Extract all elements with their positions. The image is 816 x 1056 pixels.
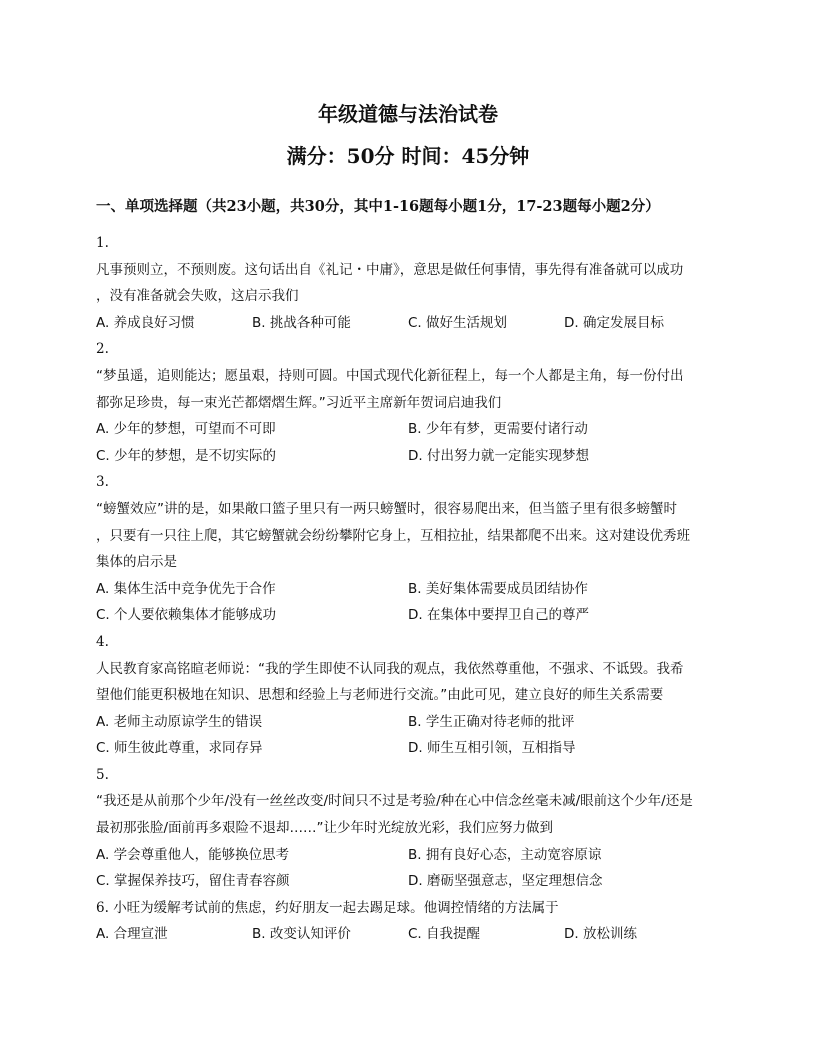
- question-stem-line: 人民教育家高铭暄老师说：“我的学生即使不认同我的观点，我依然尊重他，不强求、不诋毁。我希: [96, 660, 684, 677]
- option-b: B. 少年有梦，更需要付诸行动: [408, 421, 588, 438]
- question-stem-line: 最初那张脸/面前再多艰险不退却……”让少年时光绽放光彩，我们应努力做到: [96, 820, 554, 837]
- question-stem-line: 都弥足珍贵，每一束光芒都熠熠生辉。”习近平主席新年贺词启迪我们: [96, 394, 502, 411]
- option-row: [96, 416, 736, 443]
- option-c: C. 掌握保养技巧，留住青春容颜: [96, 873, 290, 890]
- option-row: [96, 310, 736, 337]
- option-d: D. 确定发展目标: [564, 314, 664, 331]
- section-heading: 一、单项选择题（共23小题，共30分，其中1-16题每小题1分，17-23题每小题2分）: [96, 198, 660, 215]
- option-b: B. 挑战各种可能: [252, 314, 351, 331]
- question-stem-line: ，没有准备就会失败，这启示我们: [96, 288, 299, 305]
- question-number: 1.: [96, 235, 109, 251]
- question-stem-text: 小旺为缓解考试前的焦虑，约好朋友一起去踢足球。他调控情绪的方法属于: [113, 899, 559, 916]
- option-d: D. 师生互相引领，互相指导: [408, 740, 576, 757]
- question-stem-line: 望他们能更积极地在知识、思想和经验上与老师进行交流。”由此可见，建立良好的师生关系需要: [96, 687, 664, 704]
- question-stem-line: 凡事预则立，不预则废。这句话出自《礼记・中庸》，意思是做任何事情，事先得有准备就可以成功: [96, 261, 684, 278]
- option-row: [96, 921, 736, 948]
- option-c: C. 做好生活规划: [408, 314, 508, 331]
- option-a: A. 学会尊重他人，能够换位思考: [96, 846, 290, 863]
- option-row: [96, 735, 736, 762]
- option-row: [96, 868, 736, 895]
- option-d: D. 在集体中要捍卫自己的尊严: [408, 607, 589, 624]
- exam-subtitle: 满分：50分 时间：45分钟: [286, 144, 530, 168]
- option-c: C. 少年的梦想，是不切实际的: [96, 447, 277, 464]
- question-number: 2.: [96, 341, 109, 358]
- question-stem-line: 集体的启示是: [96, 554, 177, 571]
- option-c: C. 个人要依赖集体才能够成功: [96, 607, 277, 624]
- option-d: D. 付出努力就一定能实现梦想: [408, 447, 589, 464]
- option-a: A. 老师主动原谅学生的错误: [96, 713, 263, 730]
- exam-title: 年级道德与法治试卷: [318, 102, 498, 126]
- option-b: B. 美好集体需要成员团结协作: [408, 580, 588, 597]
- question-stem-line: “我还是从前那个少年/没有一丝丝改变/时间只不过是考验/种在心中信念丝毫未减/眼前这个少年/还是: [96, 793, 693, 810]
- question-number: 4.: [96, 633, 109, 650]
- option-b: B. 改变认知评价: [252, 926, 351, 943]
- option-c: C. 自我提醒: [408, 926, 481, 943]
- option-row: [96, 602, 736, 629]
- option-b: B. 拥有良好心态，主动宽容原谅: [408, 846, 602, 863]
- question-number: 5.: [96, 766, 109, 783]
- option-row: [96, 842, 736, 869]
- question-stem-line: “梦虽遥，追则能达；愿虽艰，持则可圆。中国式现代化新征程上，每一个人都是主角，每一份付出: [96, 367, 684, 384]
- option-a: A. 集体生活中竞争优先于合作: [96, 580, 276, 597]
- question-stem-line: ，只要有一只往上爬，其它螃蟹就会纷纷攀附它身上，互相拉扯，结果都爬不出来。这对建设优秀班: [96, 527, 690, 544]
- question-number: 3.: [96, 474, 109, 491]
- option-a: A. 少年的梦想，可望而不可即: [96, 421, 276, 438]
- option-row: [96, 443, 736, 470]
- option-d: D. 放松训练: [564, 926, 637, 943]
- option-row: [96, 709, 736, 736]
- question-stem-line: “螃蟹效应”讲的是，如果敞口篮子里只有一两只螃蟹时，很容易爬出来，但当篮子里有很多螃蟹时: [96, 500, 677, 517]
- option-c: C. 师生彼此尊重，求同存异: [96, 740, 263, 757]
- option-b: B. 学生正确对待老师的批评: [408, 713, 575, 730]
- option-row: [96, 576, 736, 603]
- option-d: D. 磨砺坚强意志，坚定理想信念: [408, 873, 603, 890]
- question-list: [96, 230, 736, 948]
- question-number: 6.: [96, 899, 109, 916]
- option-a: A. 合理宣泄: [96, 926, 168, 943]
- option-a: A. 养成良好习惯: [96, 314, 195, 331]
- question-stem-line: [96, 895, 736, 922]
